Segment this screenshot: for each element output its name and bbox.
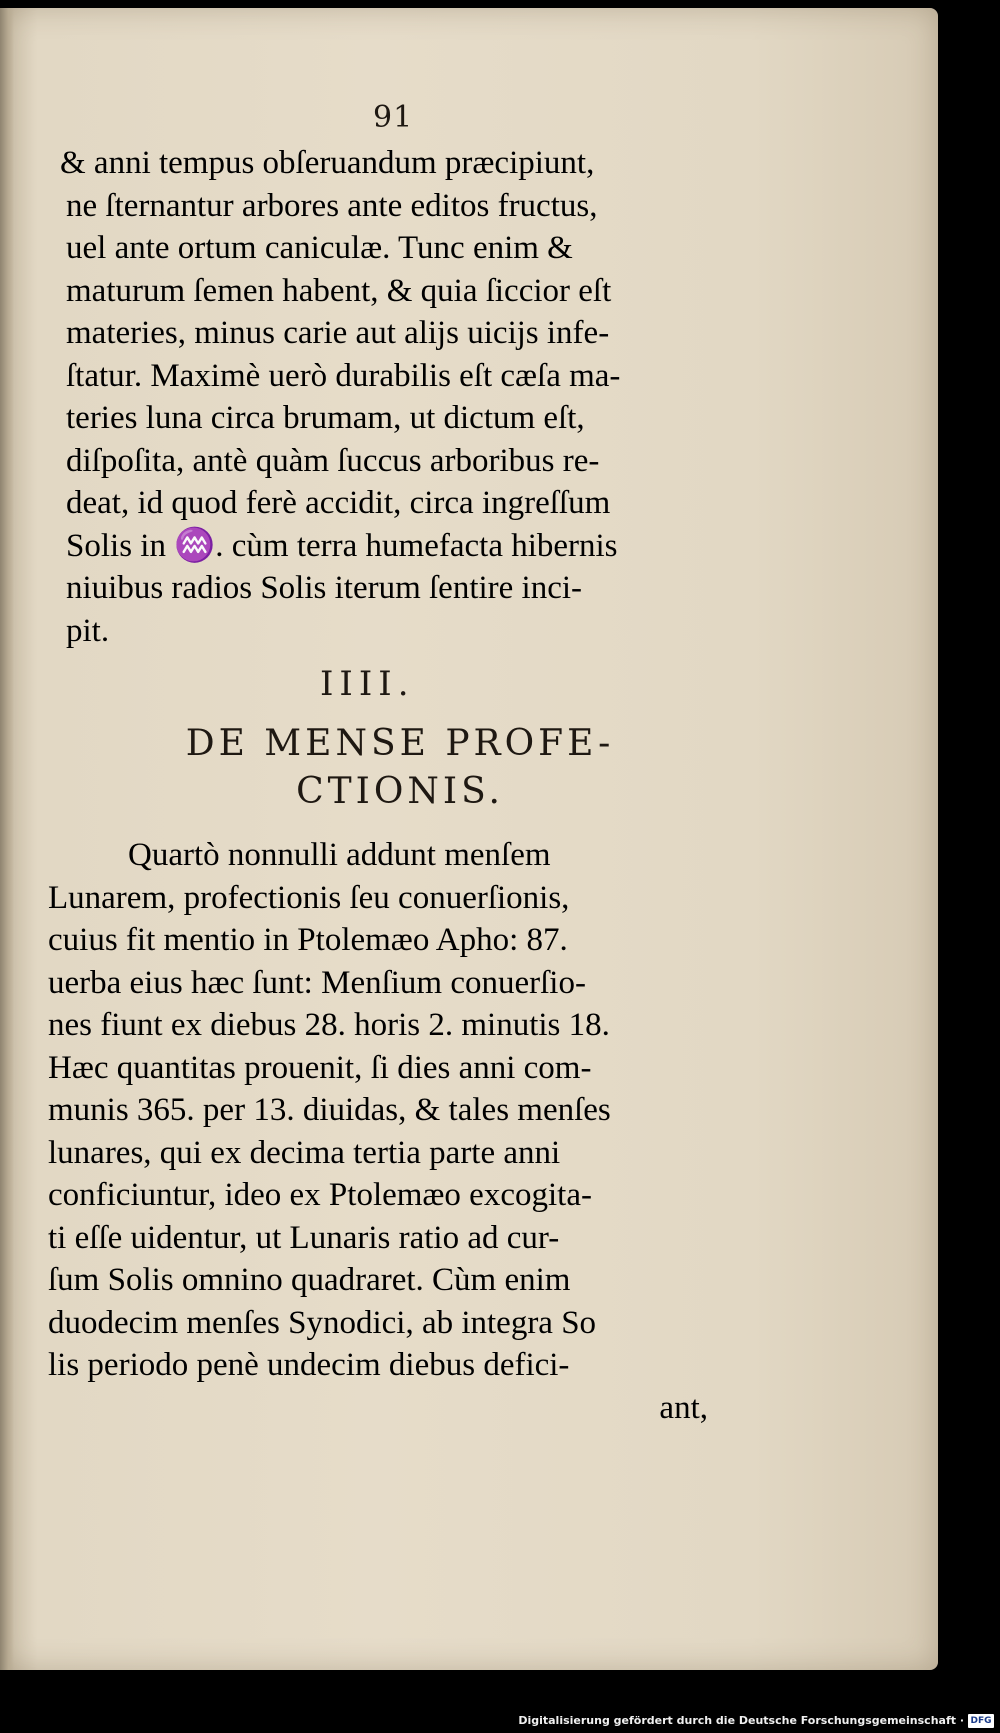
- funding-notice: Digitalisierung gefördert durch die Deutsche Forschungsgemeinschaft ·: [518, 1714, 964, 1727]
- text-line: ſum Solis omnino quadraret. Cùm enim: [48, 1262, 571, 1298]
- text-line: teries luna circa brumam, ut dictum eſt,: [66, 400, 585, 436]
- page-gutter-edge: [0, 8, 14, 1670]
- text-line: deat, id quod ferè accidit, circa ingreſſum: [66, 485, 611, 521]
- text-line: nes fiunt ex diebus 28. horis 2. minutis 18.: [48, 1007, 610, 1043]
- section-heading: [140, 720, 660, 816]
- paragraph-1: [60, 142, 726, 652]
- catchword: ant,: [659, 1389, 708, 1426]
- text-line: ſtatur. Maximè uerò durabilis eſt cæſa ma-: [66, 357, 621, 394]
- text-line: Hæc quantitas prouenit, ſi dies anni com-: [48, 1049, 592, 1086]
- text-line: Solis in ♒. cùm terra humefacta hibernis: [66, 527, 618, 564]
- paragraph-2: [48, 834, 708, 1429]
- heading-line: DE MENSE PROFE-: [185, 723, 615, 764]
- text-line: ne ſternantur arbores ante editos fructus,: [66, 187, 598, 224]
- text-line: materies, minus carie aut alĳs uicĳs infe-: [66, 315, 610, 351]
- text-line: munis 365. per 13. diuidas, & tales menſes: [48, 1092, 611, 1128]
- heading-line: CTIONIS.: [296, 771, 504, 812]
- text-line: duodecim menſes Synodici, ab integra So: [48, 1304, 597, 1341]
- text-line: Quartò nonnulli addunt menſem: [128, 837, 551, 873]
- text-line: conficiuntur, ideo ex Ptolemæo excogita-: [48, 1177, 592, 1213]
- page-number: 91: [373, 100, 414, 135]
- text-line: niuibus radios Solis iterum ſentire inci-: [66, 570, 583, 606]
- text-line: ti eſſe uidentur, ut Lunaris ratio ad cur-: [48, 1219, 560, 1256]
- text-line: diſpoſita, antè quàm ſuccus arboribus re-: [66, 442, 600, 479]
- text-line: maturum ſemen habent, & quia ſiccior eſt: [66, 272, 612, 309]
- text-line: pit.: [66, 612, 110, 649]
- text-line: cuius fit mentio in Ptolemæo Apho: 87.: [48, 922, 568, 958]
- text-line: lunares, qui ex decima tertia parte anni: [48, 1134, 561, 1171]
- text-line: uel ante ortum caniculæ. Tunc enim &: [66, 230, 573, 266]
- text-line: & anni tempus obſeruandum præcipiunt,: [60, 145, 595, 181]
- dfg-logo-icon: DFG: [968, 1714, 994, 1728]
- text-line: uerba eius hæc ſunt: Menſium conuerſio-: [48, 964, 586, 1001]
- section-number: IIII.: [320, 664, 415, 704]
- text-line: Lunarem, profectionis ſeu conuerſionis,: [48, 879, 570, 916]
- text-line: lis periodo penè undecim diebus defici-: [48, 1347, 570, 1383]
